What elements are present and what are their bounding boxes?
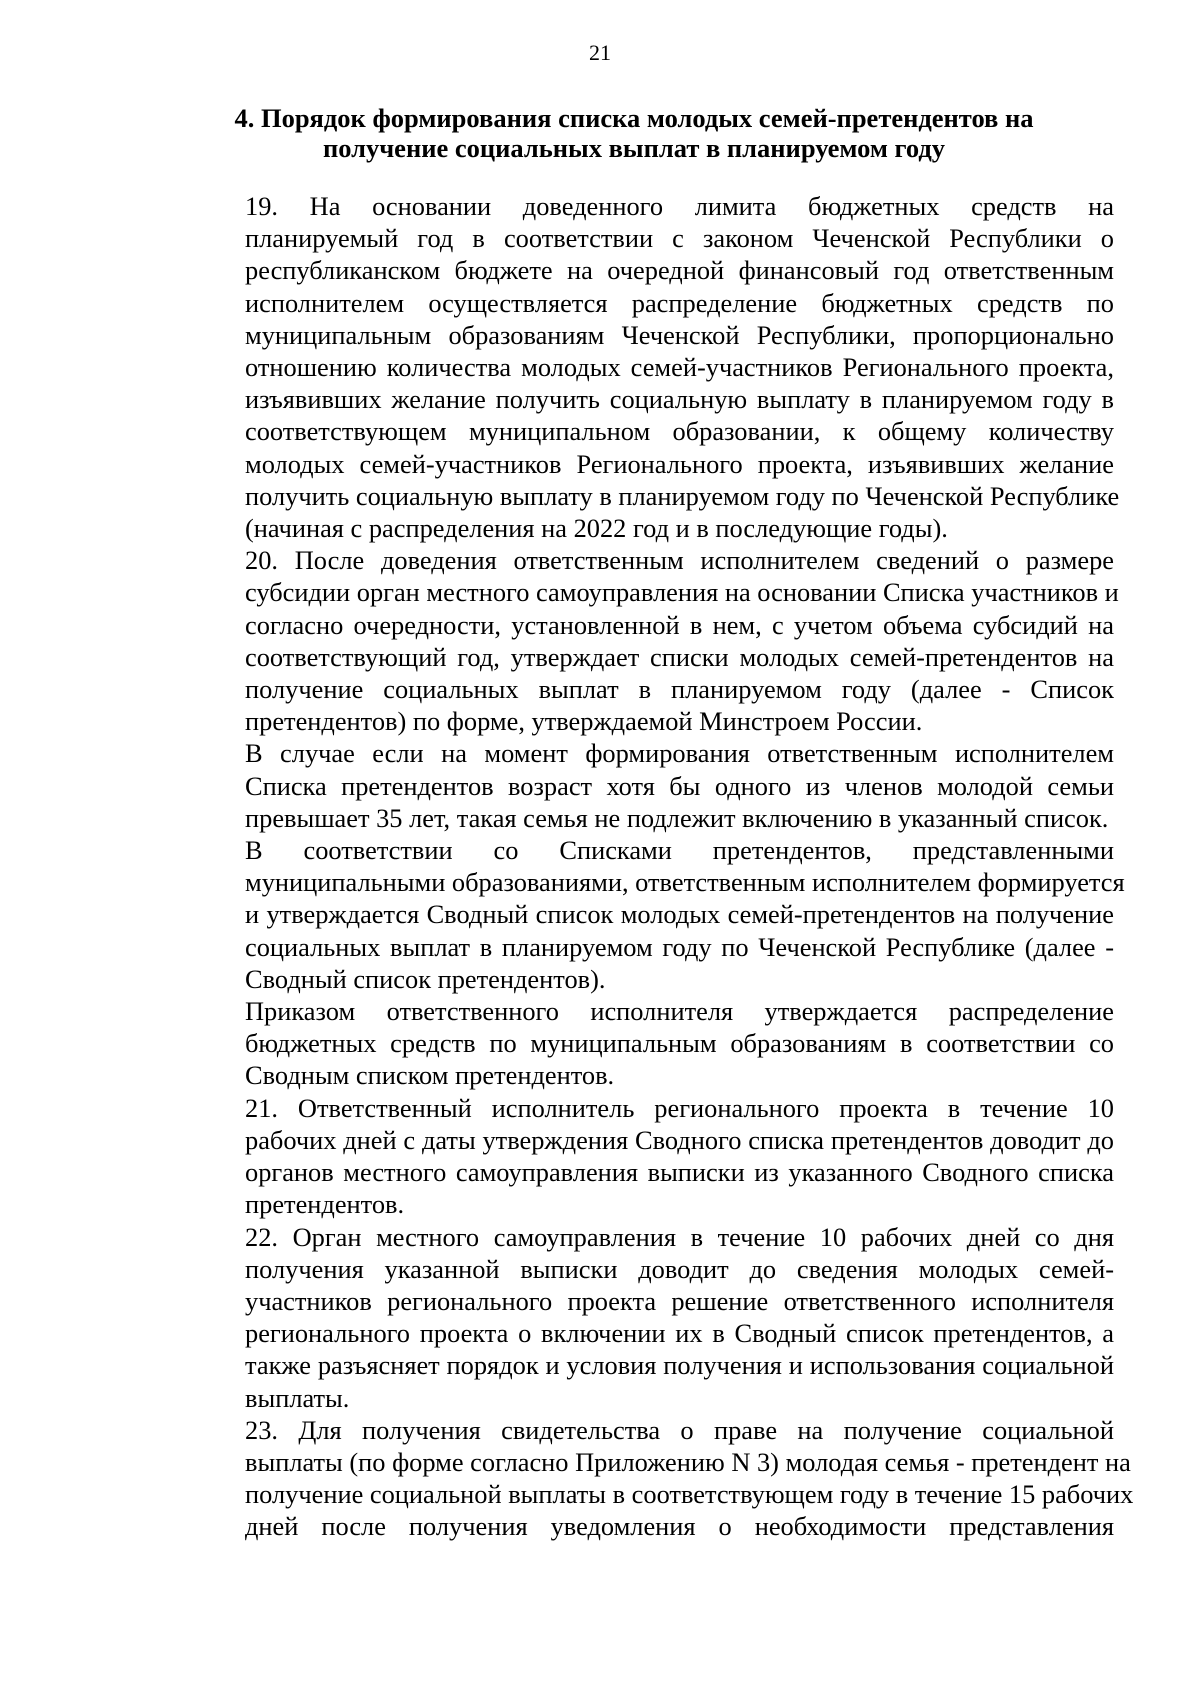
paragraph-line: Приказом ответственного исполнителя утверждается распределение [245,996,1114,1027]
paragraph-line: планируемый год в соответствии с законом Чеченской Республики о [245,223,1114,254]
document-body [172,190,1134,1543]
paragraph [172,190,1120,544]
paragraph-line: социальных выплат в планируемом году по Чеченской Республике (далее - [245,931,1114,962]
paragraph-line: и утверждается Сводный список молодых семей-претендентов на получение [245,899,1114,930]
paragraph-line: бюджетных средств по муниципальным образованиям в соответствии со [245,1028,1114,1059]
paragraph-line: муниципальными образованиями, ответственным исполнителем формируется [245,867,1125,898]
paragraph-line: участников регионального проекта решение ответственного исполнителя [245,1285,1114,1316]
paragraph-line: отношению количества молодых семей-участников Регионального проекта, [245,352,1114,383]
paragraph-line: 21. Ответственный исполнитель регионального проекта в течение 10 [245,1092,1114,1123]
section-heading-line: 4. Порядок формирования списка молодых семей-претендентов на [234,103,1034,133]
paragraph-line: Сводным списком претендентов. [245,1060,615,1091]
paragraph-line: органов местного самоуправления выписки из указанного Сводного списка [245,1157,1114,1188]
paragraph-line: выплаты (по форме согласно Приложению N 3) молодая семья - претендент на [245,1446,1131,1477]
paragraph [172,1221,1114,1414]
paragraph [172,1092,1114,1221]
paragraph-line: 23. Для получения свидетельства о праве на получение социальной [245,1414,1114,1445]
paragraph-line: также разъясняет порядок и условия получения и использования социальной [245,1350,1114,1381]
paragraph-line: молодых семей-участников Регионального проекта, изъявивших желание [245,448,1114,479]
paragraph-line: (начиная с распределения на 2022 год и в последующие годы). [245,513,948,544]
paragraph-line: изъявивших желание получить социальную выплату в планируемом году в [245,384,1114,415]
paragraph-line: соответствующий год, утверждает списки молодых семей-претендентов на [245,641,1114,672]
paragraph-line: соответствующем муниципальном образовании, к общему количеству [245,416,1114,447]
paragraph [172,995,1114,1092]
paragraph-line: превышает 35 лет, такая семья не подлежит включению в указанный список. [245,802,1109,833]
paragraph-line: В соответствии со Списками претендентов, представленными [245,835,1114,866]
paragraph-line: получения указанной выписки доводит до сведения молодых семей- [245,1253,1114,1284]
paragraph [172,1414,1134,1543]
section-heading-line: получение социальных выплат в планируемом году [322,133,946,163]
paragraph [172,544,1119,737]
paragraph-line: республиканском бюджете на очередной финансовый год ответственным [245,255,1114,286]
paragraph-line: 20. После доведения ответственным исполнителем сведений о размере [245,545,1114,576]
paragraph-line: Списка претендентов возраст хотя бы одного из членов молодой семьи [245,770,1114,801]
paragraph-line: выплаты. [245,1382,350,1413]
paragraph-line: претендентов. [245,1189,405,1220]
paragraph-line: В случае если на момент формирования ответственным исполнителем [245,738,1114,769]
paragraph-line: субсидии орган местного самоуправления на основании Списка участников и [245,577,1119,608]
paragraph [172,834,1125,995]
paragraph-line: муниципальным образованиям Чеченской Республики, пропорционально [245,319,1114,350]
paragraph-line: 19. На основании доведенного лимита бюджетных средств на [245,191,1114,221]
paragraph-line: дней после получения уведомления о необходимости представления [245,1511,1114,1542]
paragraph-line: претендентов) по форме, утверждаемой Минстроем России. [245,706,923,737]
paragraph-line: регионального проекта о включении их в Сводный список претендентов, а [245,1318,1114,1349]
paragraph-line: получить социальную выплату в планируемом году по Чеченской Республике [245,480,1120,511]
paragraph-line: Сводный список претендентов). [245,963,606,994]
paragraph-line: получение социальных выплат в планируемом году (далее - Список [245,674,1114,705]
paragraph-line: рабочих дней с даты утверждения Сводного списка претендентов доводит до [245,1124,1114,1155]
section-heading [170,103,1098,163]
paragraph-line: согласно очередности, установленной в нем, с учетом объема субсидий на [245,609,1114,640]
paragraph-line: 22. Орган местного самоуправления в течение 10 рабочих дней со дня [245,1221,1114,1252]
paragraph-line: исполнителем осуществляется распределение бюджетных средств по [245,287,1114,318]
page-number: 21 [589,40,611,65]
paragraph [172,737,1114,834]
paragraph-line: получение социальной выплаты в соответствующем году в течение 15 рабочих [245,1479,1134,1510]
